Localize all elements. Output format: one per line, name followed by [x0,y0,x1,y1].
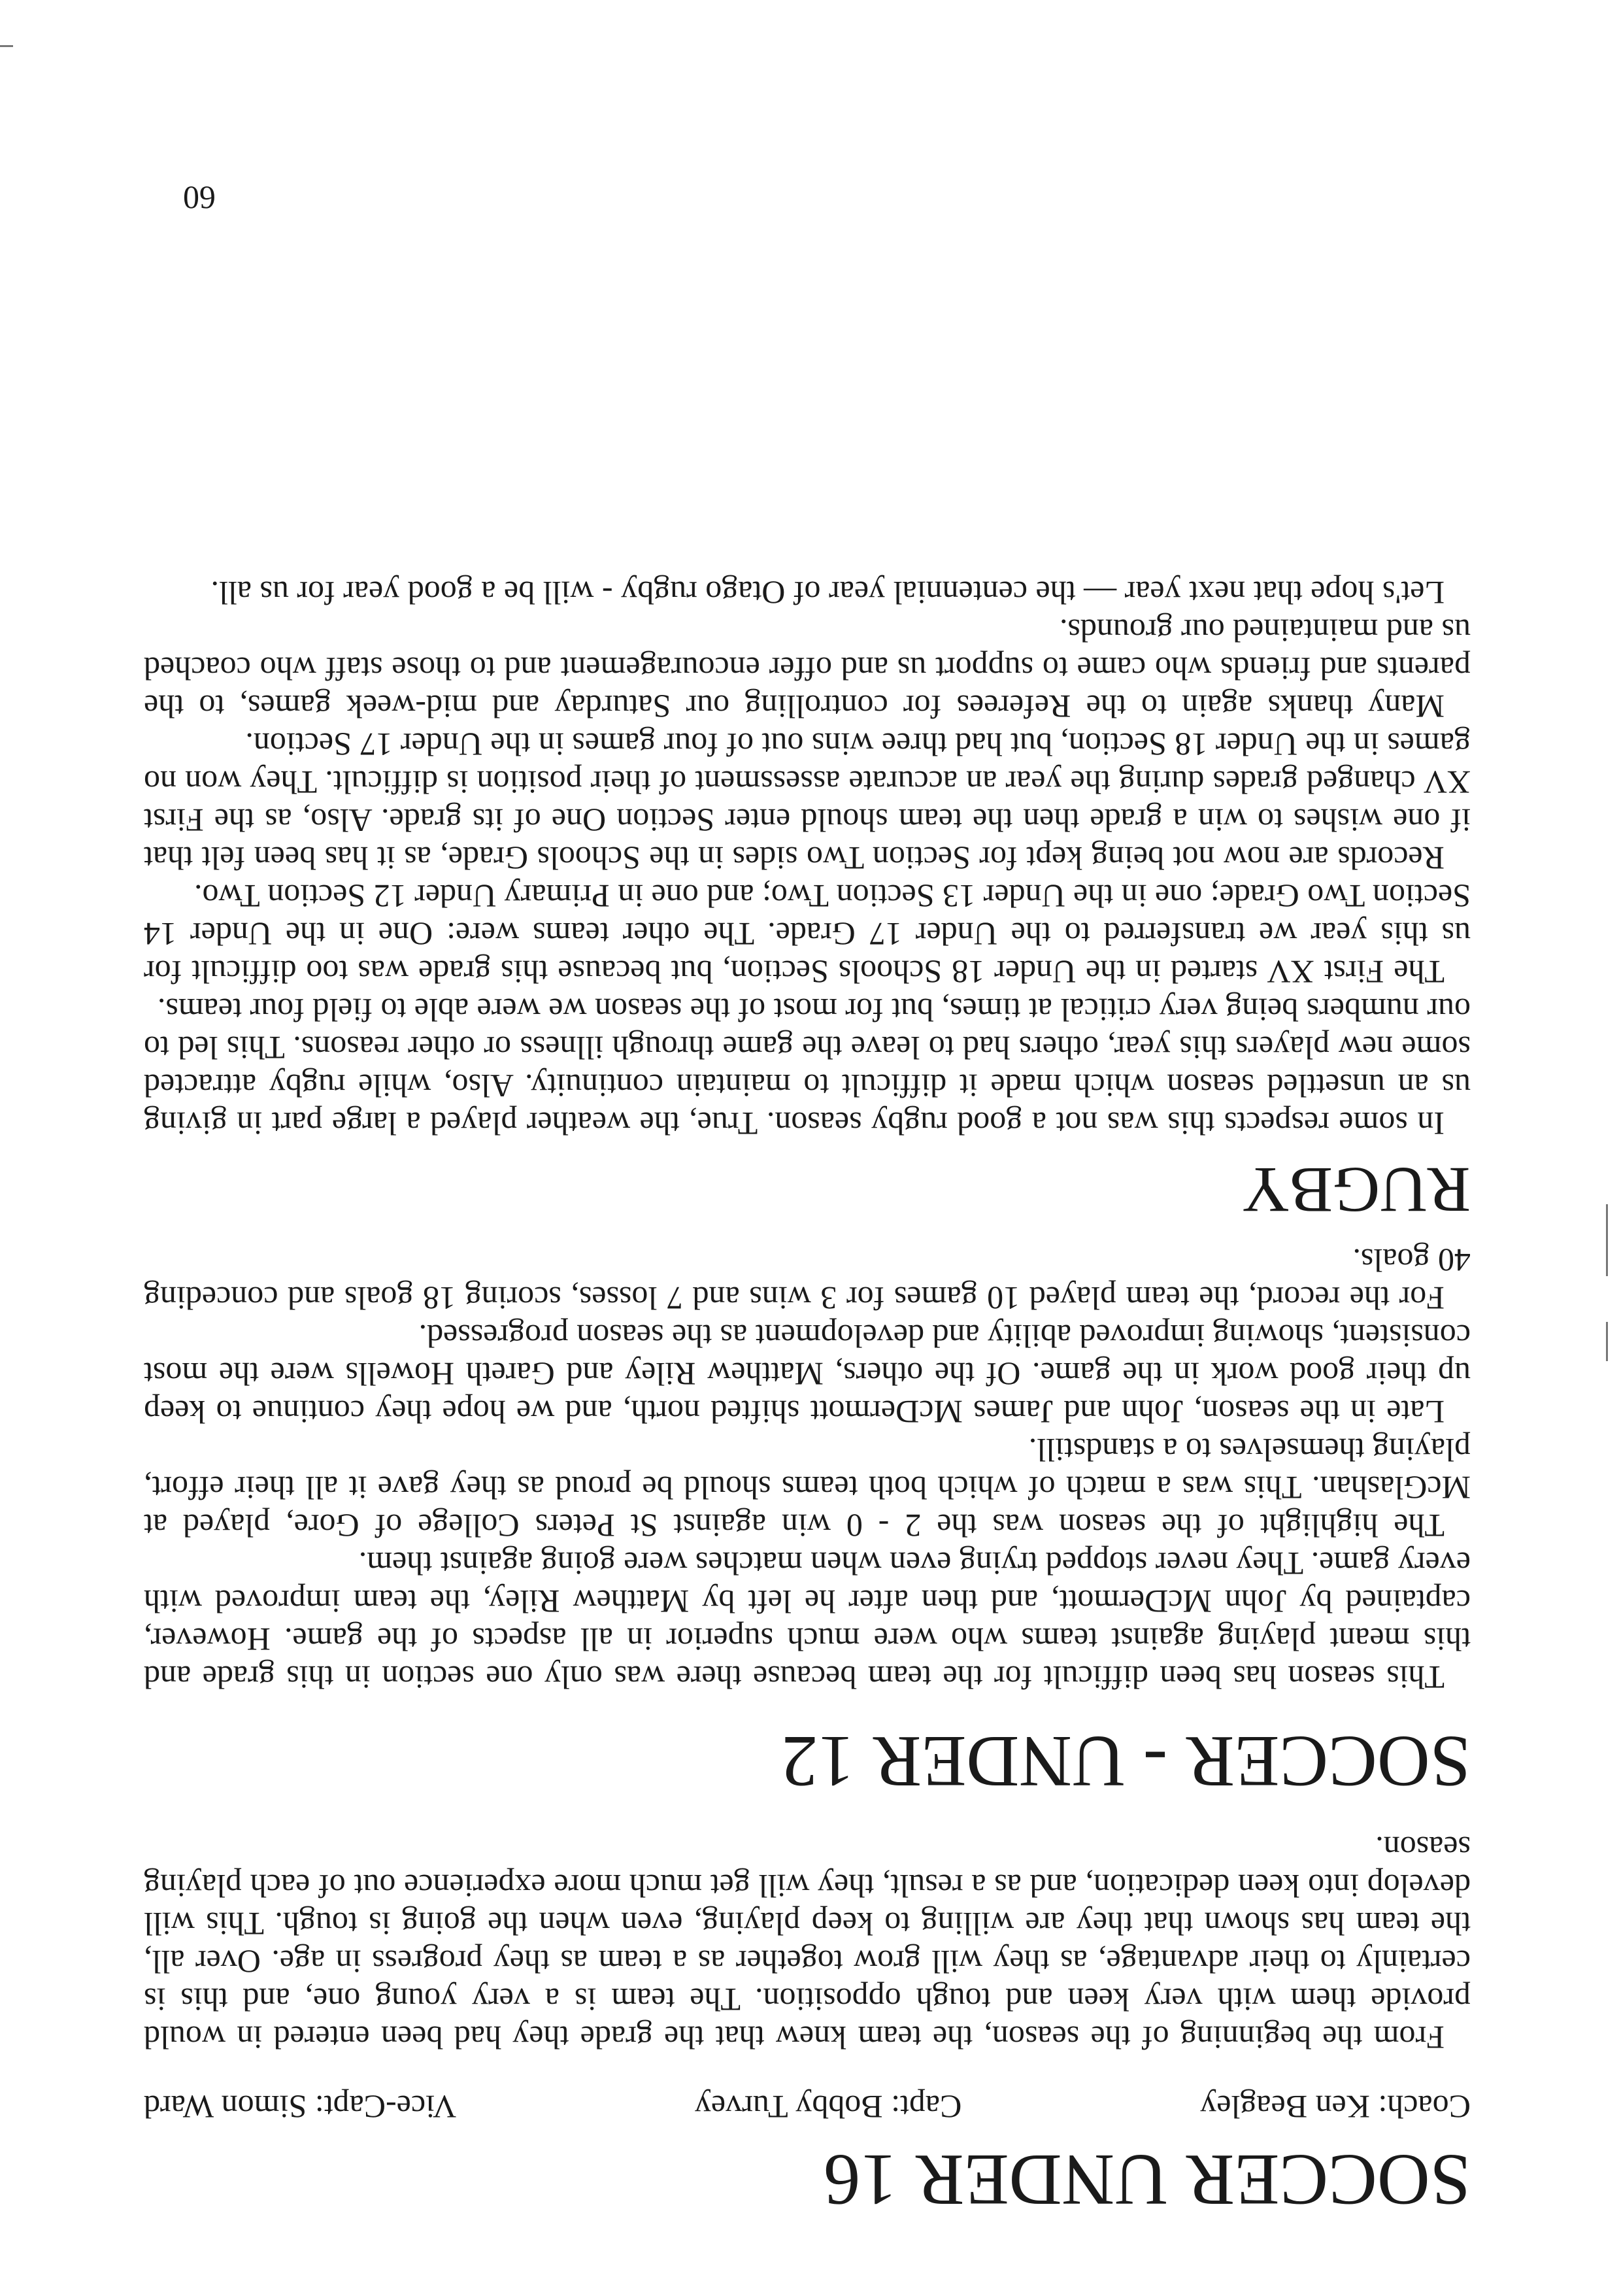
paragraph: The highlight of the season was the 2 - 0 win against St Peters College of Gore, played at McGlashan. This was a match of which both teams should be proud as they gave it all their effort, playing themselves to a standstill. [144,1431,1471,1544]
paragraph: From the beginning of the season, the team knew that the grade they had been entered in would provide them with very keen and tough opposition. The team is a very young one, and this is certainly to their advantage, as they will grow together as a team as they progress in age. Over all, the team has shown that they are willing to keep playing, even when the going is tough. This will develop into keen dedication, and as a result, they will get much more experience out of each playing season. [144,1830,1471,2057]
paragraph: Many thanks again to the Referees for controlling our Saturday and mid-week games, to the parents and friends who came to support us and offer encouragement and to those staff who coached us and maintained our grounds. [144,612,1471,725]
paragraph: Late in the season, John and James McDermott shifted north, and we hope they continue to keep up their good work in the game. Of the others, Matthew Riley and Gareth Howells were the most consistent, showing improved ability and development as the season progressed. [144,1317,1471,1430]
paragraph: Records are now not being kept for Section Two sides in the Schools Grade, as it has been felt that if one wishes to win a grade then the team should enter Section One of its grade. Also, as the First XV changed grades during the year an accurate assessment of their position is difficult. They won no games in the Under 18 Section, but had three wins out of four games in the Under 17 Section. [144,726,1471,877]
paragraph: This season has been difficult for the team because there was only one section in this grade and this meant playing against teams who were much superior in all aspects of the game. However, captained by John McDermott, and then after he left by Matthew Riley, the team improved with every game. They never stopped trying even when matches were going against them. [144,1545,1471,1696]
section-title: SOCCER - UNDER 12 [781,1721,1471,1802]
paragraph: The First XV started in the Under 18 Schools Section, but because this grade was too difficult for us this year we transferred to the Under 17 Grade. The other teams were: One in the Under 14 Section Two Grade; one in the Under 13 Section Two; and one in Primary Under 12 Section Two. [144,877,1471,990]
soccer-under-12-section [144,1241,1471,1800]
rugby-section [144,574,1471,1224]
soccer-under-16-section [144,1829,1471,2218]
vice-captain-label: Vice-Capt: Simon Ward [144,2089,457,2126]
section-title: SOCCER UNDER 16 [824,2139,1471,2220]
paragraph: In some respects this was not a good rugby season. True, the weather played a large part in giving us an unsettled season which made it difficult to maintain continuity. Also, while rugby attracted some new players this year, others had to leave the game through illness or other reasons. This led to our numbers being very critical at times, but for most of the season we were able to field four teams. [144,991,1471,1142]
binding-mark [0,45,13,47]
page-number: 60 [183,180,216,216]
paragraph: For the record, the team played 10 games for 3 wins and 7 losses, scoring 18 goals and conceding 40 goals. [144,1241,1471,1317]
binding-mark [1606,1322,1608,1361]
page-content [144,574,1471,2218]
team-officials [144,2088,1471,2126]
section-title: RUGBY [1241,1153,1471,1226]
captain-label: Capt: Bobby Turvey [694,2089,962,2126]
coach-label: Coach: Ken Beagley [1200,2089,1471,2126]
paragraph: Let's hope that next year — the centennial year of Otago rugby - will be a good year for us all. [210,574,1445,611]
binding-mark [1606,1204,1608,1276]
